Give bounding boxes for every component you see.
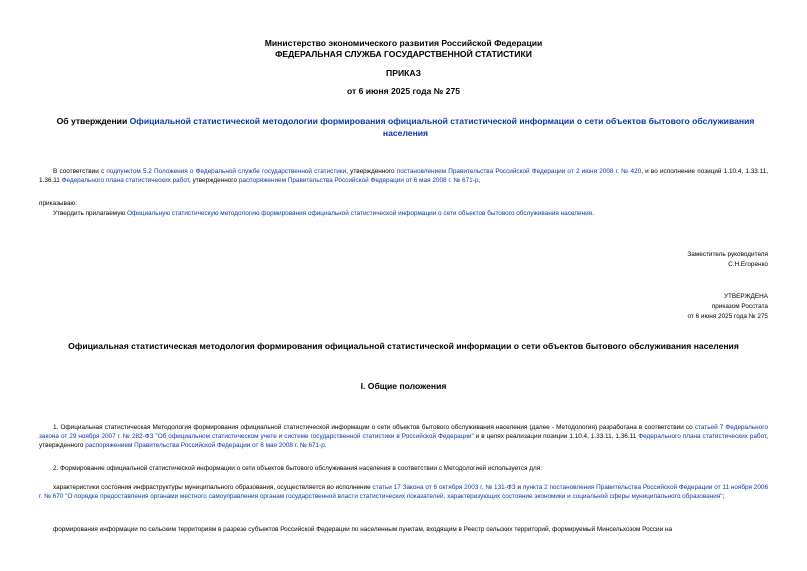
p3-text-2: и bbox=[515, 484, 523, 491]
p1-text-2: и в целях реализации позиции 1.10.4, 1.33.11, 1.36.11 bbox=[473, 433, 639, 441]
p3-link-decree[interactable]: пункта 2 постановления Правительства Российской Федерации от 11 ноября 2006 г. № 670 "О порядке предоставления органами местного самоуправления органам государственной власти статистических показателей, характеризующих состояние экономики и социальной сферы муниципального образования" bbox=[39, 484, 769, 501]
preamble-text-2: , утвержденного bbox=[346, 168, 397, 175]
approval-label: УТВЕРЖДЕНА bbox=[723, 293, 768, 300]
p1-link-law[interactable]: статьей 7 Федерального закона от 29 ноября 2007 г. № 282-ФЗ "Об официальном статистическом учете и системе государственной статистики в Российской Федерации" bbox=[39, 424, 768, 441]
preamble-link-plan[interactable]: Федерального плана статистических работ bbox=[61, 177, 190, 185]
preamble-text-3: , и во исполнение позиций 1.10.4, 1.33.11, 1.36.11 bbox=[39, 168, 769, 185]
preamble-text-1: В соответствии с bbox=[53, 168, 107, 175]
section-paragraph-4: формирования информации по сельским территориям в разрезе субъектов Российской Федерации по населенным пунктам, входящим в Реестр сельских территорий, формируемый Минсельхозом России на bbox=[53, 526, 673, 533]
order-paragraph bbox=[53, 209, 768, 218]
order-text-1: Утвердить прилагаемую bbox=[53, 210, 127, 217]
p3-text-1: характеристики состояния инфраструктуры муниципального образования, осуществляется во исполнение bbox=[53, 484, 373, 491]
section-heading: I. Общие положения bbox=[360, 381, 447, 391]
order-title-prefix: Об утверждении bbox=[56, 116, 130, 126]
p1-text-1: 1. Официальная статистическая Методология формирования официальной статистической информации о сети объектов бытового обслуживания населения (далее - Методология) разработана в соответствии со bbox=[53, 424, 695, 431]
p1-text-4: . bbox=[324, 442, 327, 450]
preamble-link-decree[interactable]: постановлением Правительства Российской Федерации от 2 июня 2008 г. № 420 bbox=[396, 168, 642, 175]
order-title bbox=[38, 115, 773, 139]
doc-date: от 6 июня 2025 года № 275 bbox=[346, 86, 461, 96]
preamble-text-5: , bbox=[478, 177, 481, 185]
approval-by: приказом Росстата bbox=[711, 303, 768, 310]
section-paragraph-3 bbox=[39, 483, 768, 501]
p1-link-order[interactable]: распоряжением Правительства Российской Федерации от 6 мая 2008 г. № 671-р bbox=[85, 442, 325, 450]
methodology-title: Официальная статистическая методология формирования официальной статистической информации о сети объектов бытового обслуживания населения bbox=[68, 341, 739, 351]
section-paragraph-2: 2. Формирование официальной статистической информации о сети объектов бытового обслуживания населения в соответствии с Методологией используется для: bbox=[53, 465, 542, 472]
preamble-paragraph bbox=[39, 167, 768, 185]
preamble-link-regulation[interactable]: подпунктом 5.2 Положения о Федеральной службе государственной статистики bbox=[106, 168, 347, 175]
signature-name: С.Н.Егоренко bbox=[728, 261, 768, 268]
preamble-link-order[interactable]: распоряжением Правительства Российской Федерации от 6 мая 2008 г. № 671-р bbox=[238, 177, 479, 185]
approval-date: от 6 июня 2025 года № 275 bbox=[687, 313, 768, 320]
preamble-text-4: , утвержденного bbox=[189, 177, 239, 185]
ministry-name: Министерство экономического развития Российской Федерации bbox=[264, 38, 543, 48]
order-methodology-link[interactable]: Официальную статистическую методологию формирования официальной статистической информации о сети объектов бытового обслуживания населения bbox=[127, 210, 593, 217]
doc-type: ПРИКАЗ bbox=[386, 68, 421, 78]
order-word: приказываю: bbox=[39, 200, 77, 207]
order-title-link[interactable]: Официальной статистической методологии формирования официальной статистической информации о сети объектов бытового обслуживания населения bbox=[129, 116, 755, 138]
p3-link-law[interactable]: статьи 17 Закона от 6 октября 2003 г. № 131-ФЗ bbox=[372, 484, 516, 491]
signature-position: Заместитель руководителя bbox=[687, 251, 768, 258]
p3-text-3: ; bbox=[722, 493, 725, 501]
order-text-2: . bbox=[592, 210, 594, 217]
service-name: ФЕДЕРАЛЬНАЯ СЛУЖБА ГОСУДАРСТВЕННОЙ СТАТИСТИКИ bbox=[275, 49, 532, 59]
p1-text-3: , утвержденного bbox=[39, 433, 768, 450]
p1-link-plan[interactable]: Федерального плана статистических работ bbox=[638, 433, 767, 441]
section-paragraph-1 bbox=[39, 423, 768, 451]
